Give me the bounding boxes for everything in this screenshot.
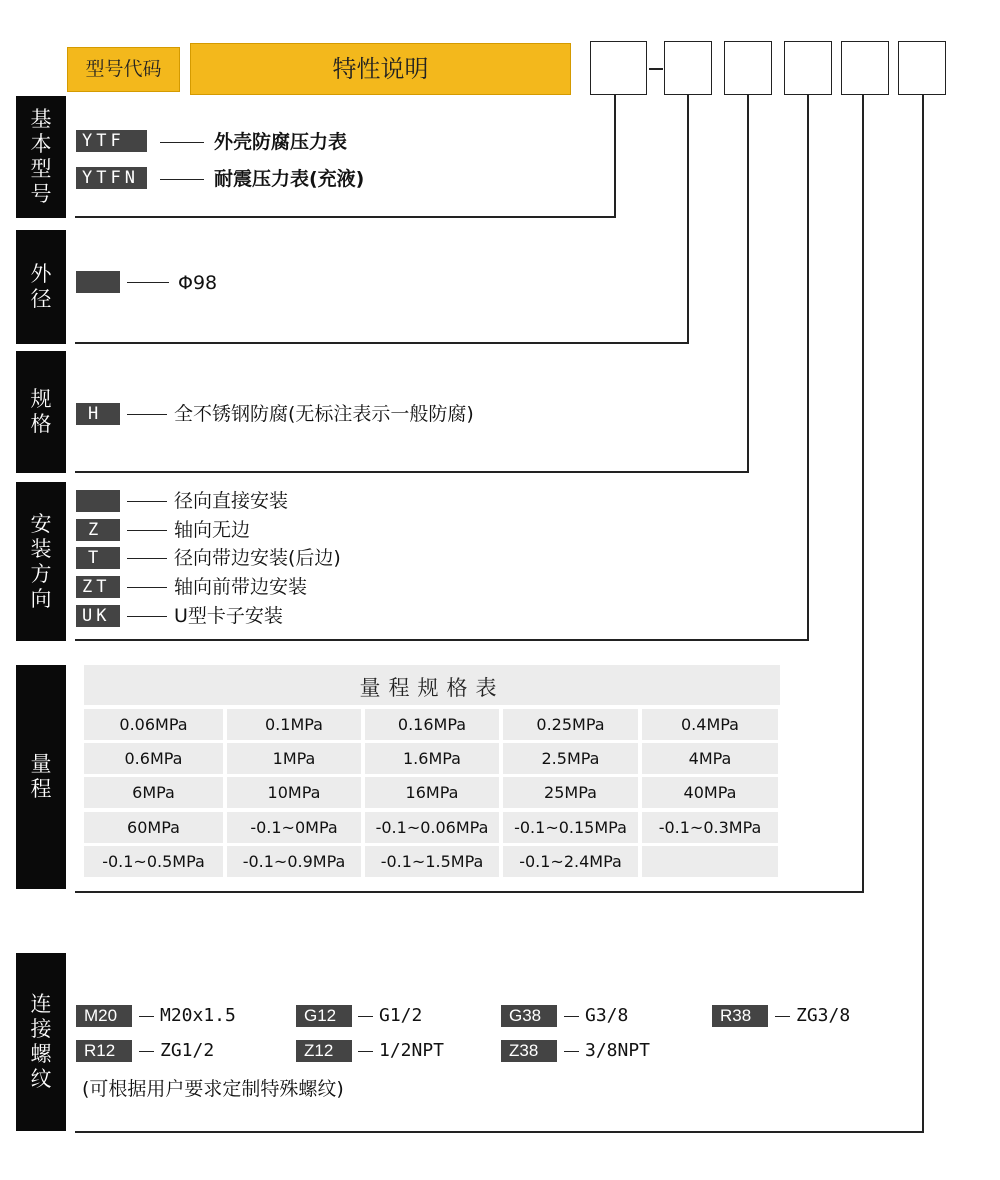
connector-line xyxy=(687,95,689,343)
code-box xyxy=(76,271,120,293)
thread-code-box: M20 xyxy=(76,1005,132,1027)
thread-code-box: Z12 xyxy=(296,1040,352,1062)
thread-text: G1/2 xyxy=(379,1005,423,1026)
leader-dash xyxy=(160,179,204,180)
leader-dash xyxy=(127,282,169,283)
thread-code-box: R38 xyxy=(712,1005,768,1027)
leader-dash xyxy=(564,1016,579,1017)
code-slot-6 xyxy=(898,41,946,95)
leader-dash xyxy=(358,1016,373,1017)
code-box: UK xyxy=(76,605,120,627)
range-cell: -0.1~0.3MPa xyxy=(642,812,778,843)
thread-text: 3/8NPT xyxy=(585,1040,651,1061)
connector-line xyxy=(75,891,864,893)
thread-text: 1/2NPT xyxy=(379,1040,445,1061)
code-box: T xyxy=(76,547,120,569)
range-cell: -0.1~2.4MPa xyxy=(503,846,638,877)
feature-description-header: 特性说明 xyxy=(190,43,571,95)
thread-code-box: G38 xyxy=(501,1005,557,1027)
leader-dash xyxy=(127,587,167,588)
range-cell: 40MPa xyxy=(642,777,778,808)
range-cell: 0.4MPa xyxy=(642,709,778,740)
range-cell: -0.1~0.5MPa xyxy=(84,846,223,877)
connector-line xyxy=(614,95,616,217)
range-cell: -0.1~0MPa xyxy=(227,812,361,843)
range-cell: 4MPa xyxy=(642,743,778,774)
range-cell: -0.1~1.5MPa xyxy=(365,846,499,877)
leader-dash xyxy=(139,1051,154,1052)
side-label-diameter: 外 径 xyxy=(16,230,66,344)
connector-line xyxy=(922,95,924,1132)
model-code-header: 型号代码 xyxy=(67,47,180,92)
range-cell: -0.1~0.06MPa xyxy=(365,812,499,843)
range-cell xyxy=(642,846,778,877)
leader-dash xyxy=(127,501,167,502)
connector-line xyxy=(75,216,616,218)
item-text: 外壳防腐压力表 xyxy=(214,131,348,153)
leader-dash xyxy=(160,142,204,143)
code-box: YTFN xyxy=(76,167,147,189)
side-label-spec: 规 格 xyxy=(16,351,66,473)
thread-text: ZG3/8 xyxy=(796,1005,851,1026)
slot-hyphen xyxy=(649,68,663,70)
range-cell: 0.1MPa xyxy=(227,709,361,740)
connector-line xyxy=(75,342,689,344)
range-cell: -0.1~0.15MPa xyxy=(503,812,638,843)
leader-dash xyxy=(775,1016,790,1017)
side-label-mounting: 安 装 方 向 xyxy=(16,482,66,641)
item-text: 轴向无边 xyxy=(174,519,251,541)
leader-dash xyxy=(127,558,167,559)
code-slot-3 xyxy=(724,41,772,95)
code-slot-1 xyxy=(590,41,647,95)
leader-dash xyxy=(139,1016,154,1017)
thread-code-box: G12 xyxy=(296,1005,352,1027)
leader-dash xyxy=(127,414,167,415)
range-cell: -0.1~0.9MPa xyxy=(227,846,361,877)
leader-dash xyxy=(127,530,167,531)
thread-note: (可根据用户要求定制特殊螺纹) xyxy=(82,1078,344,1100)
range-cell: 6MPa xyxy=(84,777,223,808)
thread-text: G3/8 xyxy=(585,1005,629,1026)
item-text: 径向直接安装 xyxy=(174,490,289,512)
range-cell: 0.25MPa xyxy=(503,709,638,740)
range-cell: 0.16MPa xyxy=(365,709,499,740)
side-label-range: 量 程 xyxy=(16,665,66,889)
connector-line xyxy=(747,95,749,472)
leader-dash xyxy=(358,1051,373,1052)
side-label-thread: 连 接 螺 纹 xyxy=(16,953,66,1131)
item-text: 耐震压力表(充液) xyxy=(214,168,365,190)
item-text: 全不锈钢防腐(无标注表示一般防腐) xyxy=(174,403,474,425)
connector-line xyxy=(75,471,749,473)
range-cell: 1MPa xyxy=(227,743,361,774)
thread-code-box: Z38 xyxy=(501,1040,557,1062)
connector-line xyxy=(75,1131,924,1133)
leader-dash xyxy=(564,1051,579,1052)
thread-text: M20x1.5 xyxy=(160,1005,236,1026)
side-label-basic-model: 基 本 型 号 xyxy=(16,96,66,218)
item-text: 轴向前带边安装 xyxy=(174,576,308,598)
range-cell: 60MPa xyxy=(84,812,223,843)
item-text: 径向带边安装(后边) xyxy=(174,547,341,569)
thread-code-box: R12 xyxy=(76,1040,132,1062)
code-box: Z xyxy=(76,519,120,541)
range-cell: 2.5MPa xyxy=(503,743,638,774)
connector-line xyxy=(862,95,864,892)
leader-dash xyxy=(127,616,167,617)
item-text: Φ98 xyxy=(178,272,218,294)
code-box: YTF xyxy=(76,130,147,152)
connector-line xyxy=(75,639,809,641)
range-cell: 10MPa xyxy=(227,777,361,808)
range-cell: 1.6MPa xyxy=(365,743,499,774)
range-cell: 0.6MPa xyxy=(84,743,223,774)
range-table-title: 量程规格表 xyxy=(84,665,780,705)
connector-line xyxy=(807,95,809,640)
range-cell: 25MPa xyxy=(503,777,638,808)
code-slot-2 xyxy=(664,41,712,95)
item-text: U型卡子安装 xyxy=(174,605,283,627)
code-slot-4 xyxy=(784,41,832,95)
code-box: ZT xyxy=(76,576,120,598)
thread-text: ZG1/2 xyxy=(160,1040,215,1061)
range-cell: 0.06MPa xyxy=(84,709,223,740)
code-slot-5 xyxy=(841,41,889,95)
code-box: H xyxy=(76,403,120,425)
code-box xyxy=(76,490,120,512)
range-cell: 16MPa xyxy=(365,777,499,808)
